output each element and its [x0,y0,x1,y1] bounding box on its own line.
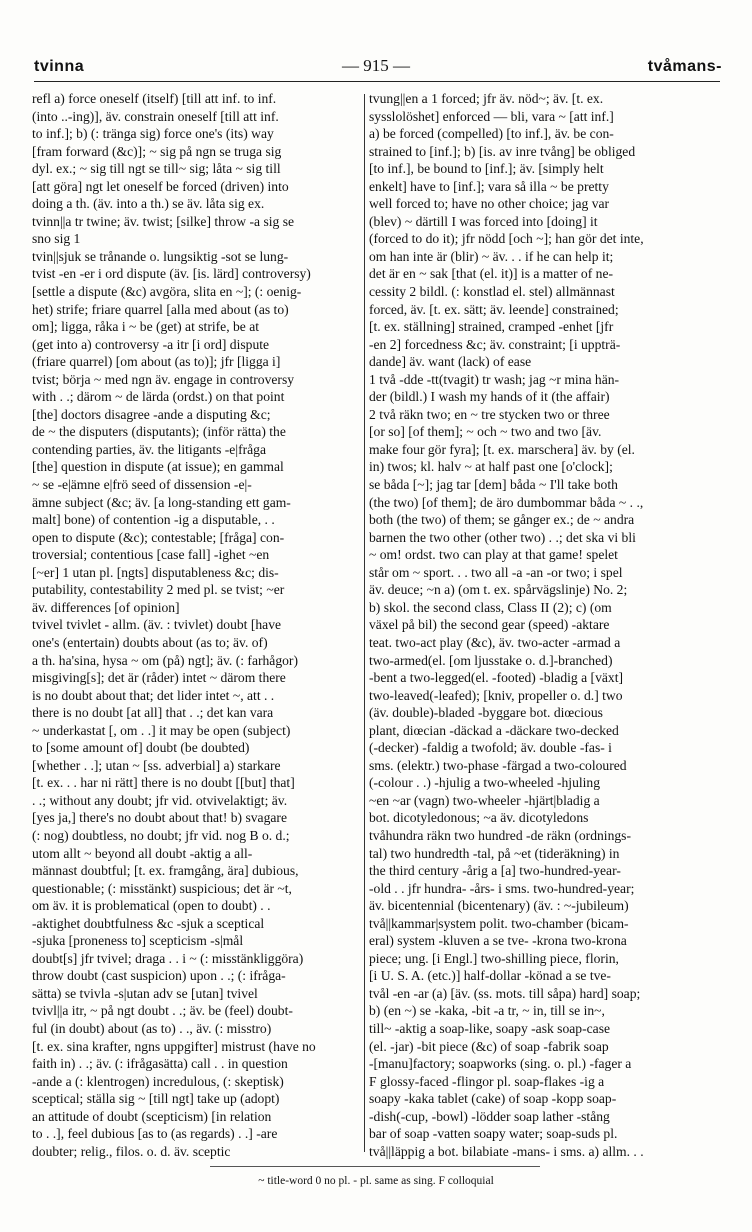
entry-line: (forced to do it); jfr nödd [och ~]; han gör det inte, [369,231,644,247]
entry-line: malt] bone) of contention -ig a disputable, . . [32,512,275,528]
left-column [32,90,360,1159]
entry-line: (: nog) doubtless, no doubt; jfr vid. nog B o. d.; [32,827,290,843]
entry-line: with . .; därom ~ de lärda (ordst.) on that point [32,389,285,405]
entry-line: sno sig 1 [32,231,81,247]
entry-line: -en 2] forcedness &c; äv. constraint; [i uppträ- [369,336,621,352]
entry-line: [the] question in dispute (at issue); en gammal [32,459,284,475]
page-number: — 915 — [342,56,410,75]
entry-line: the third century -årig a [a] two-hundred-year- [369,863,621,879]
entry-line: b) skol. the second class, Class II (2); c) (om [369,599,612,615]
entry-line: bot. dicotyledonous; ~a äv. dicotyledons [369,810,589,826]
right-guide-word: tvåmans- [647,58,722,75]
entry-line: det är en ~ sak [that (el. it)] is a matter of ne- [369,266,614,282]
entry-line: [whether . .]; utan ~ [ss. adverbial] a) starkare [32,757,281,773]
entry-line: [~er] 1 utan pl. [ngts] disputableness &c; dis- [32,564,279,580]
entry-line: äv. bicentennial (bicentenary) (äv. : ~-jubileum) [369,898,629,914]
entry-line: forced, äv. [t. ex. sätt; äv. leende] constrained; [369,301,619,317]
entry-line: one's (entertain) doubts about (as to; äv. of) [32,634,268,650]
entry-line: -sjuka [proneness to] scepticism -s|mål [32,933,244,949]
entry-line: äv. deuce; ~n a) (om t. ex. spårvägslinje) No. 2; [369,582,628,598]
entry-line: männast doubtful; [t. ex. framgång, ära] dubious, [32,863,299,879]
entry-line: der (bildl.) I wash my hands of it (the affair) [369,389,610,405]
entry-line: putability, contestability 2 med pl. se tvist; ~er [32,582,285,598]
entry-line: a th. ha'sina, hysa ~ om (på) ngt]; äv. (: farhågor) [32,652,298,668]
entry-line: -bent a two-legged(el. -footed) -bladig a [växt] [369,670,624,686]
entry-line: throw doubt (cast suspicion) upon . .; (: ifråga- [32,968,286,984]
entry-line: 2 två räkn two; en ~ tre stycken two or three [369,406,610,422]
entry-line: utom allt ~ beyond all doubt -aktig a all- [32,845,253,861]
entry-line: (-colour . .) -hjulig a two-wheeled -hjuling [369,775,601,791]
entry-line: [t. ex. . . har ni rätt] there is no doubt [[but] that] [32,775,295,791]
entry-line: two-leaved(-leafed); [kniv, propeller o. d.] two [369,687,623,703]
entry-line: refl a) force oneself (itself) [till att inf. to inf. [32,91,277,106]
page-header [0,0,752,90]
entry-line: (-decker) -faldig a twofold; äv. double -fas- i [369,740,612,756]
entry-line: [yes ja,] there's no doubt about that! b) svagare [32,810,287,826]
entry-line: het) strife; friare quarrel [alla med about (as to) [32,301,289,317]
entry-line: there is no doubt [at all] that . .; det kan vara [32,705,274,721]
entry-line: se båda [~]; jag tar [dem] båda ~ I'll take both [369,477,618,493]
header-rule [34,81,720,82]
entry-line: (into ..-ing)], äv. constrain oneself [till att inf. [32,108,279,124]
column-divider [364,94,365,1152]
entry-line: till~ -aktig a soap-like, soapy -ask soap-case [369,1020,611,1036]
entry-line: två||kammar|system polit. two-chamber (bicam- [369,915,629,931]
entry-line: tvin||sjuk se trånande o. lungsiktig -sot se lung- [32,248,289,264]
entry-line: open to dispute (&c); contestable; [fråga] con- [32,529,285,545]
entry-line: cessity 2 bildl. (: konstlad el. stel) allmännast [369,284,615,300]
entry-line: -aktighet doubtfulness &c -sjuk a sceptical [32,915,265,931]
entry-line: -old . . jfr hundra- -års- i sms. two-hundred-year; [369,880,635,896]
entry-line: teat. two-act play (&c), äv. two-acter -armad a [369,634,621,650]
entry-line: contending parties, äv. the litigants -e|fråga [32,441,266,457]
entry-line: to [some amount of] doubt (be doubted) [32,740,250,756]
entry-line: doing a th. (äv. into a th.) se äv. låta sig ex. [32,196,265,212]
entry-line: tvist; börja ~ med ngn äv. engage in controversy [32,371,295,387]
entry-line: sms. (elektr.) two-phase -färgad a two-coloured [369,757,627,773]
entry-line: [fram forward (&c)]; ~ sig på ngn se truga sig [32,143,282,159]
entry-line: 1 två -dde -tt(tvagit) tr wash; jag ~r mina hän- [369,371,620,387]
right-column [369,90,709,1159]
footer-legend: ~ title-word 0 no pl. - pl. same as sing. F colloquial [258,1175,494,1187]
entry-line: ~ om! ordst. two can play at that game! spelet [369,547,618,563]
entry-line: (äv. double)-bladed -byggare bot. diœcious [369,705,603,721]
entry-line: ful (in doubt) about (as to) . ., äv. (: misstro) [32,1020,272,1036]
entry-line: tvål -en -ar (a) [äv. (ss. mots. till såpa) hard] soap; [369,985,641,1001]
entry-line: [t. ex. ställning] strained, cramped -enhet [jfr [369,319,614,335]
entry-line: -dish(-cup, -bowl) -lödder soap lather -stång [369,1108,610,1124]
entry-line: (friare quarrel) [om about (as to)]; jfr [ligga i] [32,354,281,370]
entry-line: om]; ligga, råka i ~ be (get) at strife, be at [32,319,260,335]
entry-line: [or so] [of them]; ~ och ~ two and two [äv. [369,424,602,440]
entry-line: -[manu]factory; soapworks (sing. o. pl.) -fager a [369,1056,632,1072]
entry-line: dyl. ex.; ~ sig till ngt se till~ sig; låta ~ sig till [32,161,281,177]
entry-line: eral) system -kluven a se tve- -krona two-krona [369,933,627,949]
entry-line: står om ~ sport. . . two all -a -an -or two; i spel [369,564,623,580]
entry-line: [t. ex. sina krafter, ngns uppgifter] mistrust (have no [32,1038,316,1054]
entry-line: sysslolöshet] enforced — bli, vara ~ [att inf.] [369,108,614,124]
entry-line: to . .], feel dubious [as to (as regards) . .] -are [32,1126,278,1142]
entry-line: make four gör fyra]; [t. ex. marschera] äv. by (el. [369,441,635,457]
entry-line: bar of soap -vatten soapy water; soap-suds pl. [369,1126,618,1142]
entry-line: b) (en ~) se -kaka, -bit -a tr, ~ in, till se in~, [369,1003,605,1019]
entry-line: soapy -kaka tablet (cake) of soap -kopp soap- [369,1091,617,1107]
entry-line: ~en ~ar (vagn) two-wheeler -hjärt|bladig a [369,792,600,808]
entry-line: barnen the two other (other two) . .; det ska vi bli [369,529,636,545]
entry-line: två||läppig a bot. bilabiate -mans- i sms. a) allm. . . [369,1143,644,1159]
entry-line: de ~ the disputers (disputants); (inför rätta) the [32,424,286,440]
entry-line: F glossy-faced -flingor pl. soap-flakes -ig a [369,1073,605,1089]
entry-line: plant, diœcian -däckad a -däckare two-decked [369,722,619,738]
entry-line: ämne subject (&c; äv. [a long-standing ett gam- [32,494,291,510]
entry-line: well forced to; have no other choice; jag var [369,196,610,212]
entry-line: in) twos; kl. halv ~ at half past one [o'clock]; [369,459,613,475]
entry-line: troversial; contentious [case fall] -ighet ~en [32,547,270,563]
entry-line: [i U. S. A. (etc.)] half-dollar -könad a se tve- [369,968,611,984]
entry-line: tvåhundra räkn two hundred -de räkn (ordnings- [369,827,631,843]
entry-line: tal) two hundredth -tal, på ~et (tideräkning) in [369,845,620,861]
entry-line: two-armed(el. [om ljusstake o. d.]-branched) [369,652,613,668]
entry-line: (get into a) controversy -a itr [i ord] dispute [32,336,270,352]
entry-line: äv. differences [of opinion] [32,599,180,615]
footer-rule [210,1166,540,1167]
entry-line: is no doubt about that; det lider intet ~, att . . [32,687,275,703]
entry-line: växel på bil) the second gear (speed) -aktare [369,617,610,633]
entry-line: strained to [inf.]; b) [is. av inre tvång] be obliged [369,143,636,159]
entry-line: ~ underkastat [, om . .] it may be open (subject) [32,722,291,738]
entry-line: doubt[s] jfr tvivel; draga . . i ~ (: misstänkliggöra) [32,950,304,966]
entry-line: enkelt] have to [inf.]; vara så illa ~ be pretty [369,178,609,194]
entry-line: tvung||en a 1 forced; jfr äv. nöd~; äv. [t. ex. [369,91,604,106]
entry-line: -ande a (: klentrogen) incredulous, (: skeptisk) [32,1073,284,1089]
entry-line: om äv. it is problematical (open to doubt) . . [32,898,271,914]
entry-line: [att göra] ngt let oneself be forced (driven) into [32,178,289,194]
entry-line: to inf.]; b) (: tränga sig) force one's (its) way [32,126,274,142]
entry-line: (the two) [of them]; de äro dumbommar båda ~ . ., [369,494,644,510]
entry-line: sätta) se tvivla -s|utan adv se [utan] tvivel [32,985,258,1001]
entry-line: [to inf.], be bound to [inf.]; äv. [simply helt [369,161,604,177]
entry-line: misgiving[s]; det är (råder) intet ~ därom there [32,670,286,686]
entry-line: tvivel tvivlet - allm. (äv. : tvivlet) doubt [have [32,617,282,633]
entry-line: tvinn||a tr twine; äv. twist; [silke] throw -a sig se [32,213,295,229]
entry-line: tvist -en -er i ord dispute (äv. [is. lärd] controversy) [32,266,311,282]
entry-line: a) be forced (compelled) [to inf.], äv. be con- [369,126,614,142]
entry-line: piece; ung. [i Engl.] two-shilling piece, florin, [369,950,619,966]
left-guide-word: tvinna [34,58,85,75]
entry-line: an attitude of doubt (scepticism) [in relation [32,1108,272,1124]
entry-line: [settle a dispute (&c) avgöra, slita en ~]; (: oenig- [32,284,302,300]
entry-line: questionable; (: misstänkt) suspicious; det är ~t, [32,880,292,896]
entry-line: doubter; relig., filos. o. d. äv. sceptic [32,1143,231,1159]
entry-line: om han inte är (blir) ~ äv. . . if he can help it; [369,248,614,264]
entry-line: both (the two) of them; se gånger ex.; de ~ andra [369,512,635,528]
entry-line: [the] doctors disagree -ande a disputing &c; [32,406,271,422]
entry-line: . .; without any doubt; jfr vid. otvivelaktigt; äv. [32,792,288,808]
entry-line: dande] äv. want (lack) of ease [369,354,532,370]
entry-line: (el. -jar) -bit piece (&c) of soap -fabrik soap [369,1038,609,1054]
entry-line: sceptical; ställa sig ~ [till ngt] take up (adopt) [32,1091,280,1107]
entry-line: tvivl||a itr, ~ på ngt doubt . .; äv. be (feel) doubt- [32,1003,293,1019]
entry-line: (blev) ~ därtill I was forced into [doing] it [369,213,598,229]
entry-line: faith in) . .; äv. (: ifrågasätta) call . . in question [32,1056,288,1072]
entry-line: ~ se -e|ämne e|frö seed of dissension -e|- [32,477,252,493]
